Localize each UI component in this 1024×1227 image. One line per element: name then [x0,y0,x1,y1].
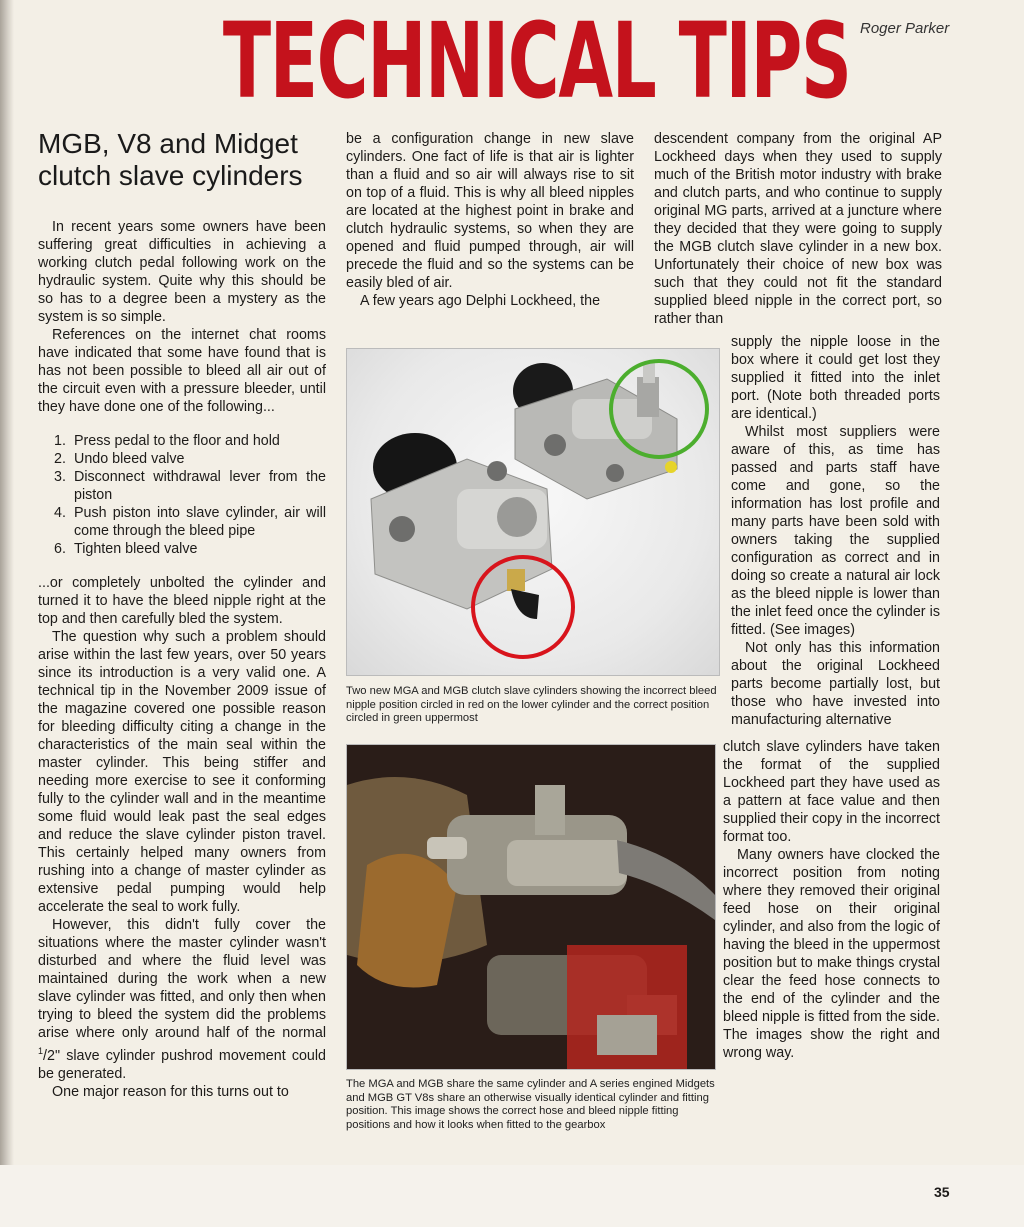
list-item [38,540,326,558]
paragraph: ...or completely unbolted the cylinder and turned it to have the bleed nipple right at the top and then carefully bled the system. [38,575,326,627]
paragraph: be a configuration change in new slave cylinders. One fact of life is that air is lighter than a fluid and so air will always rise to sit on top of a fluid. This is why all bleed nipples are located at the highest point in brake and clutch hydraulic systems, so when they are opened and fluid pumped through, air will precede the fluid and so the systems can be easily bled of air. [346,131,634,291]
paragraph: Whilst most suppliers were aware of this, as time has passed and parts staff have come and gone, so the information has lost profile and many parts have been sold with owners taking the supplied configuration as correct and in doing so create a natural air lock as the bleed nipple is lower than the inlet feed once the cylinder is fitted. (See images) [731,424,940,638]
list-item [38,504,326,540]
step-text: Push piston into slave cylinder, air will come through the bleed pipe [74,505,326,539]
paragraph: References on the internet chat rooms have indicated that some have found that is has not been possible to bleed all air out of the circuit even with a pressure bleeder, until they have done one of the following... [38,327,326,415]
paragraph: However, this didn't fully cover the situations where the master cylinder wasn't disturbed and where the fluid level was maintained during the work when a new slave cylinder was fitted, and only then when trying to bleed the system did the problems arise where only around half of the normal $^1$/2" slave cylinder pushrod movement could be generated. [38,917,326,1082]
page-number: 35 [934,1184,950,1200]
fraction-numerator: 1 [38,1046,44,1056]
step-text: Undo bleed valve [74,451,185,467]
slave-cylinders-photo [346,348,720,676]
article-column-3 [654,130,942,328]
fraction-denominator: 2" [47,1047,61,1064]
paragraph: supply the nipple loose in the box where it could get lost they supplied it fitted into the inlet port. (Note both threaded ports are identical.) [731,334,940,422]
list-item [38,432,326,450]
article-column-1 [38,218,326,1101]
figure-caption: Two new MGA and MGB clutch slave cylinders showing the incorrect bleed nipple position circled in red on the lower cylinder and the correct position circled in green uppermost [346,685,717,724]
paragraph-text: slave cylinder pushrod movement could be generated. [38,1047,326,1082]
step-number: 6. [54,541,66,557]
step-text: Disconnect withdrawal lever from the piston [74,469,326,503]
article-column-3-wrap [731,333,940,729]
page-binding-edge [0,0,14,1227]
paragraph: Many owners have clocked the incorrect position from noting where they removed their original feed hose on their original cylinder, and also from the logic of having the bleed in the uppermost position but to make things crystal clear the feed hose connects to the end of the cylinder and the bleed nipple is fitted from the side. The images show the right and wrong way. [723,847,940,1061]
paragraph: clutch slave cylinders have taken the format of the supplied Lockheed part they have used as a pattern at face value and then supplied their copy in the incorrect format too. [723,739,940,845]
paragraph: In recent years some owners have been suffering great difficulties in achieving a working clutch pedal following work on the hydraulic system. Quite why this should be so has to a degree been a mystery as the system is so simple. [38,219,326,325]
paragraph: descendent company from the original AP Lockheed days when they used to supply much of the British motor industry with brake and clutch parts, and who continue to supply original MG parts, arrived at a juncture where they decided that they were going to supply the MGB clutch slave cylinder in a new box. Unfortunately their choice of new box was such that they could not fit the standard supplied bleed nipple in the correct port, so rather than [654,131,942,327]
article-column-2 [346,130,634,310]
step-text: Tighten bleed valve [74,541,198,557]
section-title: TECHNICAL TIPS [222,0,851,122]
fitted-cylinder-photo [346,744,716,1070]
step-text: Press pedal to the floor and hold [74,433,280,449]
step-number: 1. [54,433,66,449]
author-byline: Roger Parker [860,20,950,37]
step-number: 4. [54,505,66,521]
page-bottom-margin [0,1165,1024,1227]
paragraph-text: However, this didn't fully cover the situations where the master cylinder wasn't disturbed and where the fluid level was maintained during the work when a new slave cylinder was fitted, and only then when trying to bleed the system did the problems arise where only around half of the normal [38,917,326,1041]
fitted-cylinder-illustration [347,745,715,1069]
list-item [38,468,326,504]
paragraph: A few years ago Delphi Lockheed, the [360,293,601,309]
figure-caption: The MGA and MGB share the same cylinder and A series engined Midgets and MGB GT V8s share an otherwise visually identical cylinder and fitting position. This image shows the correct hose and bleed nipple fitting positions and how it looks when fitted to the gearbox [346,1078,715,1131]
article-column-3-continued [723,738,940,1062]
paragraph: Not only has this information about the original Lockheed parts become partially lost, but those who have invested into manufacturing alternative [731,640,940,728]
slave-cylinders-illustration [347,349,719,675]
steps-list [38,432,326,558]
paragraph: The question why such a problem should arise within the last few years, over 50 years since its introduction is a very valid one. A technical tip in the November 2009 issue of the magazine covered one possible reason for bleeding difficulty citing a change in the characteristics of the main seal within the master cylinder. This being stiffer and needing more exercise to see it conforming fully to the cylinder wall and in the meantime some fluid would leak past the seal edges and reduce the slave cylinder piston travel. This certainly helped many owners from rushing into a change of master cylinder as extensive pedal pumping would help accelerate the seal to work fully. [38,629,326,915]
step-number: 2. [54,451,66,467]
paragraph: One major reason for this turns out to [52,1083,289,1100]
list-item [38,450,326,468]
article-headline: MGB, V8 and Midget clutch slave cylinders [38,128,303,191]
step-number: 3. [54,469,66,485]
